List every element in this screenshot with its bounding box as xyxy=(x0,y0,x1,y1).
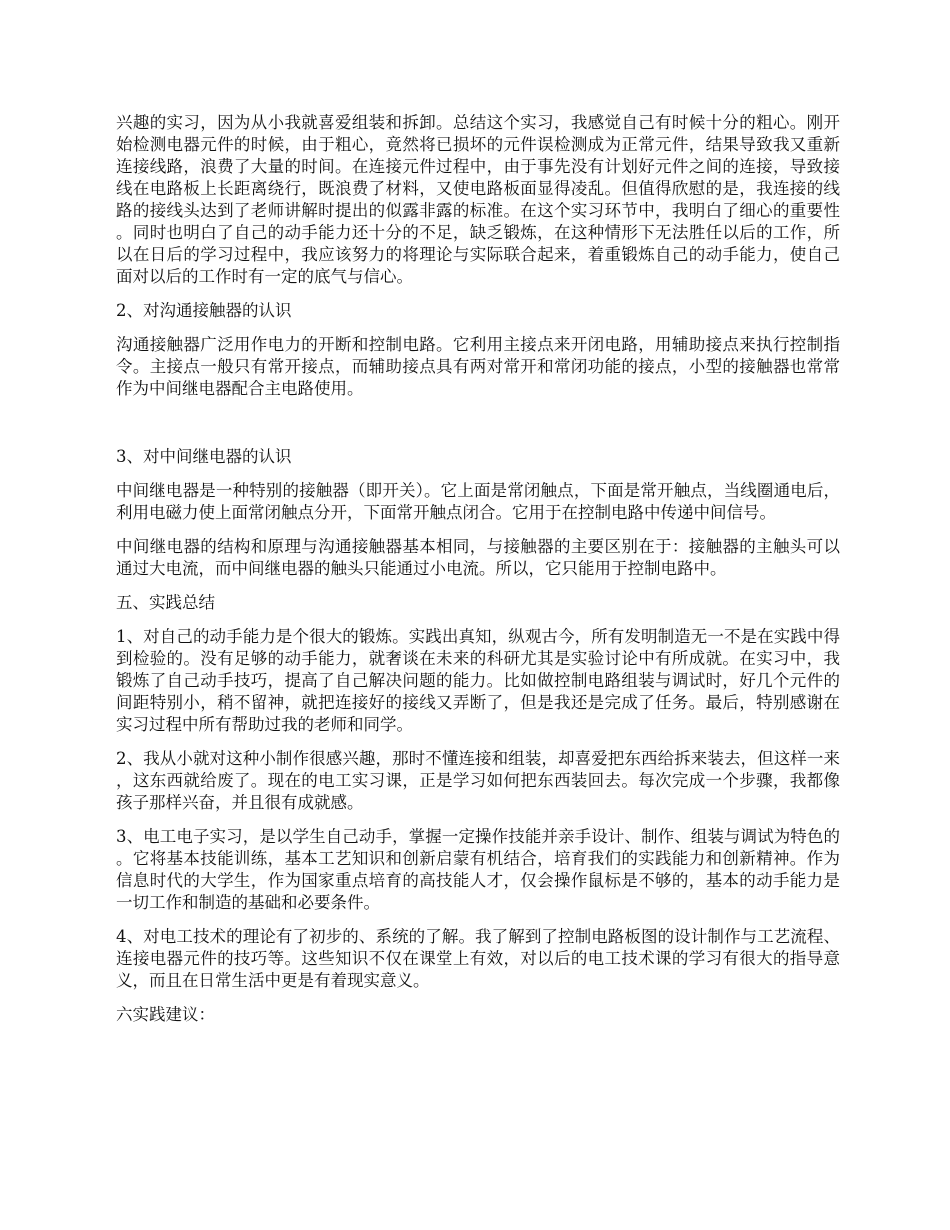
paragraph-relay-difference: 中间继电器的结构和原理与沟通接触器基本相同，与接触器的主要区别在于：接触器的主触头可以通过大电流，而中间继电器的触头只能通过小电流。所以，它只能用于控制电路中。 xyxy=(116,537,840,578)
heading-practice-summary: 五、实践总结 xyxy=(116,593,215,612)
paragraph-summary-1: 1、对自己的动手能力是个很大的锻炼。实践出真知，纵观古今，所有发明制造无一不是在实践中得到检验的。没有足够的动手能力，就奢谈在未来的科研尤其是实验讨论中有所成就。在实习中，我锻炼了自己动手技巧，提高了自己解决问题的能力。比如做控制电路组装与调试时，好几个元件的间距特别小，稍不留神，就把连接好的接线又弄断了，但是我还是完成了任务。最后，特别感谢在实习过程中所有帮助过我的老师和同学。 xyxy=(116,627,840,734)
heading-relay: 3、对中间继电器的认识 xyxy=(116,447,292,466)
paragraph-internship-reflection: 兴趣的实习，因为从小我就喜爱组装和拆卸。总结这个实习，我感觉自己有时候十分的粗心。刚开始检测电器元件的时候，由于粗心，竟然将已损坏的元件误检测成为正常元件，结果导致我又重新连接线路，浪费了大量的时间。在连接元件过程中，由于事先没有计划好元件之间的连接，导致接线在电路板上长距离绕行，既浪费了材料，又使电路板面显得凌乱。但值得欣慰的是，我连接的线路的接线头达到了老师讲解时提出的似露非露的标准。在这个实习环节中，我明白了细心的重要性。同时也明白了自己的动手能力还十分的不足，缺乏锻炼，在这种情形下无法胜任以后的工作，所以在日后的学习过程中，我应该努力的将理论与实际联合起来，着重锻炼自己的动手能力，使自己面对以后的工作时有一定的底气与信心。 xyxy=(116,113,840,286)
paragraph-relay-definition: 中间继电器是一种特别的接触器（即开关）。它上面是常闭触点，下面是常开触点，当线圈通电后，利用电磁力使上面常闭触点分开，下面常开触点闭合。它用于在控制电路中传递中间信号。 xyxy=(116,481,840,522)
paragraph-summary-2: 2、我从小就对这种小制作很感兴趣，那时不懂连接和组装，却喜爱把东西给拆来装去，但这样一来，这东西就给废了。现在的电工实习课，正是学习如何把东西装回去。每次完成一个步骤，我都像孩子那样兴奋，并且很有成就感。 xyxy=(116,749,840,812)
heading-contactor: 2、对沟通接触器的认识 xyxy=(116,301,292,320)
document-page xyxy=(116,112,840,1038)
heading-practice-suggestions: 六实践建议： xyxy=(116,1005,215,1024)
paragraph-summary-3: 3、电工电子实习，是以学生自己动手，掌握一定操作技能并亲手设计、制作、组装与调试为特色的。它将基本技能训练，基本工艺知识和创新启蒙有机结合，培育我们的实践能力和创新精神。作为信息时代的大学生，作为国家重点培育的高技能人才，仅会操作鼠标是不够的，基本的动手能力是一切工作和制造的基础和必要条件。 xyxy=(116,827,840,912)
paragraph-contactor: 沟通接触器广泛用作电力的开断和控制电路。它利用主接点来开闭电路，用辅助接点来执行控制指令。主接点一般只有常开接点，而辅助接点具有两对常开和常闭功能的接点，小型的接触器也常常作为中间继电器配合主电路使用。 xyxy=(116,335,840,398)
blank-space xyxy=(116,412,840,446)
paragraph-summary-4: 4、对电工技术的理论有了初步的、系统的了解。我了解到了控制电路板图的设计制作与工艺流程、连接电器元件的技巧等。这些知识不仅在课堂上有效，对以后的电工技术课的学习有很大的指导意义，而且在日常生活中更是有着现实意义。 xyxy=(116,927,840,990)
